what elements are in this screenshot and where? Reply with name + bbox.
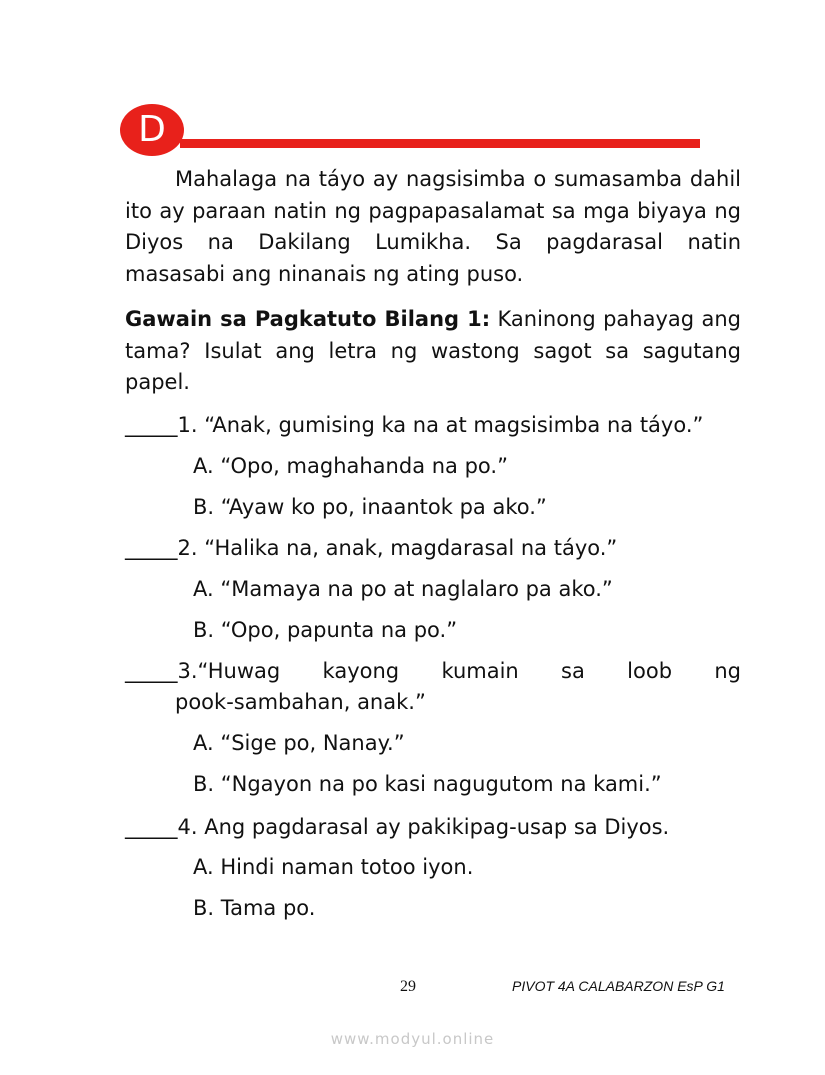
footer-source: PIVOT 4A CALABARZON EsP G1: [512, 978, 725, 994]
question-4-option-b: B. Tama po.: [193, 896, 316, 920]
question-3: _____3.“Huwag kayong kumain sa loob ng: [125, 659, 741, 683]
question-1: _____1. “Anak, gumising ka na at magsisimba na táyo.”: [125, 413, 704, 437]
question-2-option-a: A. “Mamaya na po at naglalaro pa ako.”: [193, 577, 613, 601]
section-divider: [180, 139, 700, 148]
task-instruction: Kaninong pahayag ang tama? Isulat ang letra ng wastong sagot sa sagutang papel.: [125, 307, 742, 394]
task-title: Gawain sa Pagkatuto Bilang 1:: [125, 307, 491, 331]
question-2: _____2. “Halika na, anak, magdarasal na táyo.”: [125, 536, 618, 560]
question-4: _____4. Ang pagdarasal ay pakikipag-usap sa Diyos.: [125, 815, 670, 839]
question-3-option-a: A. “Sige po, Nanay.”: [193, 731, 405, 755]
question-3-continued: pook-sambahan, anak.”: [175, 690, 426, 714]
section-letter: D: [138, 109, 166, 150]
question-2-option-b: B. “Opo, papunta na po.”: [193, 618, 458, 642]
question-1-option-b: B. “Ayaw ko po, inaantok pa ako.”: [193, 495, 547, 519]
task-paragraph: [125, 304, 741, 399]
intro-paragraph: Mahalaga na táyo ay nagsisimba o sumasamba dahil ito ay paraan natin ng pagpapasalamat sa mga biyaya ng Diyos na Dakilang Lumikha. Sa pagdarasal natin masasabi ang ninanais ng ating puso.: [125, 167, 741, 286]
section-badge: [120, 104, 184, 156]
page-number: 29: [400, 978, 416, 995]
question-3-option-b: B. “Ngayon na po kasi nagugutom na kami.”: [193, 772, 662, 796]
question-1-option-a: A. “Opo, maghahanda na po.”: [193, 454, 508, 478]
question-4-option-a: A. Hindi naman totoo iyon.: [193, 855, 474, 879]
watermark: www.modyul.online: [330, 1030, 495, 1048]
